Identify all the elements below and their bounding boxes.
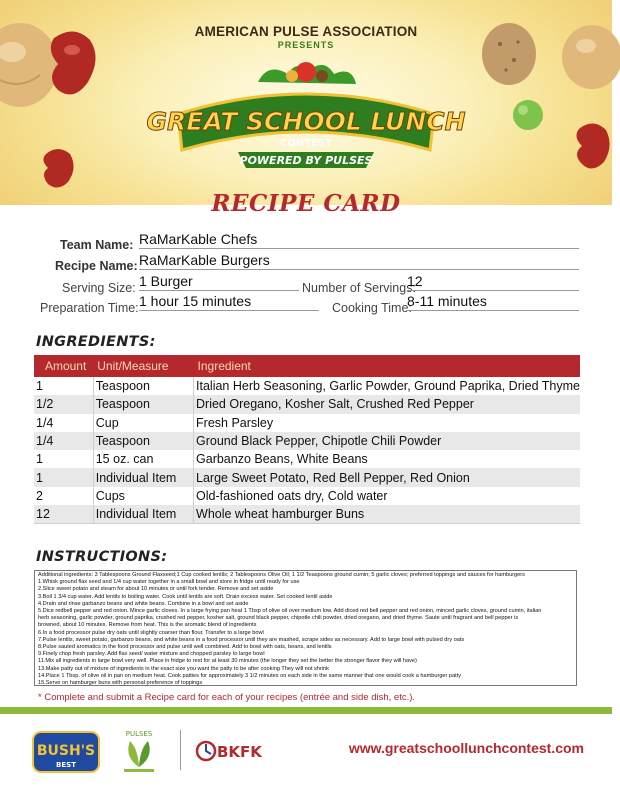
ingredients-heading: INGREDIENTS: <box>36 334 156 350</box>
serving-size-label: Serving Size: <box>62 281 136 295</box>
cook-time-field[interactable]: 8-11 minutes <box>407 293 579 311</box>
table-row <box>34 414 580 432</box>
contest-logo <box>146 52 466 170</box>
instruction-line: 4.Drain and rinse garbanzo beans and white beans. Combine in a bowl and set aside <box>38 600 249 607</box>
kidney-bean-icon <box>40 146 76 190</box>
instruction-line: 5.Dice redbell pepper and red onion. Mince garlic cloves. In a large frying pan heat 1 Tbsp of olive oil over medium low. Add diced red bell pepper and red onion, minced garlic cloves, ground cumin, italian <box>38 608 542 615</box>
ingredient-cell: Italian Herb Seasoning, Garlic Powder, Ground Paprika, Dried Thyme <box>196 379 580 394</box>
ingredient-cell: Large Sweet Potato, Red Bell Pepper, Red Onion <box>194 468 580 486</box>
amount-cell: 1/4 <box>34 414 93 432</box>
instruction-line: 7.Pulse lentils, sweet potato, garbanzo beans, and white beans in a food processor until they are mashed, scrape sides as necessary. Add to large bowl with pulsed dry oats <box>38 636 465 643</box>
table-row <box>34 450 580 468</box>
submission-footnote: * Complete and submit a Recipe card for each of your recipes (entrée and side dish, etc.). <box>38 692 416 703</box>
servings-label: Number of Servings: <box>302 281 416 295</box>
instructions-textbox[interactable] <box>34 570 577 686</box>
ingredient-cell: Fresh Parsley <box>196 415 274 430</box>
instruction-line: 15.Serve on hamburger buns with personal preference of toppings <box>38 680 203 687</box>
unit-cell: Teaspoon <box>93 377 193 395</box>
unit-cell: 15 oz. can <box>93 450 193 468</box>
unit-cell: Individual Item <box>93 505 193 524</box>
footer-divider <box>0 707 612 714</box>
column-header-ingredient: Ingredient <box>194 355 580 377</box>
ingredients-header-row <box>34 355 580 377</box>
instruction-line: browned, about 10 minutes. Remove from heat. This is the aromatic blend of ingredients <box>38 622 257 629</box>
instruction-line: Additional ingredients: 3 Tablespoons Ground Flaxseed;1 Cup cooked lentils; 2 Tablespoons Olive Oil; 1 1/2 Teaspoons ground cumin; 5 garlic cloves; preferred toppings and sauces for hamburgers <box>38 572 525 578</box>
table-row <box>34 377 580 395</box>
presents-label: PRESENTS <box>277 40 335 50</box>
table-row <box>34 505 580 524</box>
instruction-line: herb seasoning, garlic powder, ground paprika, crushed red pepper, kosher salt, ground black pepper, chipotle chili powder, dried oregano, and dried thyme. Saute until fragrant and bell pepper is <box>38 615 519 622</box>
pulses-logo <box>116 727 162 775</box>
instruction-line: 6.In a food processor pulse dry oats until slightly coarser than flour. Transfer to a large bowl <box>38 629 264 636</box>
recipe-card-title: RECIPE CARD <box>211 190 401 217</box>
instructions-heading: INSTRUCTIONS: <box>36 549 168 565</box>
ingredient-cell: Dried Oregano, Kosher Salt, Crushed Red Pepper <box>194 395 580 413</box>
bkfk-logo <box>195 739 270 763</box>
pulses-logo-text: PULSES <box>125 730 153 738</box>
table-row <box>34 432 580 450</box>
ingredient-cell: Garbanzo Beans, White Beans <box>196 452 368 467</box>
instruction-line: 14.Place 1 Tbsp. of olive oil in pan on medium heat. Cook patties for approximately 3 1/2 minutes on each side in the same manner that one would cook a hamburger patty <box>38 672 462 679</box>
bushs-best-text: BEST <box>56 761 76 769</box>
table-row <box>34 395 580 413</box>
instruction-line: 9.Finely chop fresh parsley. Add flax seed/ water mixture and chopped parsley to large bowl <box>38 651 265 658</box>
unit-cell: Individual Item <box>93 468 193 486</box>
table-row <box>34 487 580 505</box>
contest-title: GREAT SCHOOL LUNCH <box>146 107 466 136</box>
team-name-label: Team Name: <box>60 238 134 252</box>
recipe-name-label: Recipe Name: <box>55 259 138 273</box>
bushs-logo <box>32 731 100 773</box>
amount-cell: 1/4 <box>34 432 93 450</box>
ingredient-cell: Old-fashioned oats dry, Cold water <box>196 488 388 503</box>
kidney-bean-icon <box>572 120 612 172</box>
amount-cell: 12 <box>34 505 93 524</box>
contest-subtitle: CONTEST <box>280 138 332 149</box>
column-header-amount: Amount <box>34 355 93 377</box>
prep-time-field[interactable]: 1 hour 15 minutes <box>139 293 319 311</box>
servings-field[interactable]: 12 <box>407 273 579 291</box>
contest-website-link[interactable]: www.greatschoollunchcontest.com <box>348 740 584 756</box>
footer-logo-divider <box>180 730 181 770</box>
unit-cell: Teaspoon <box>93 432 193 450</box>
contest-tagline: POWERED BY PULSES <box>239 154 373 167</box>
serving-size-field[interactable]: 1 Burger <box>139 273 299 291</box>
instruction-line: 3.Boil 1 3/4 cup water. Add lentils to boiling water. Cook until lentils are soft. Drain excess water. Set cooked lentil aside <box>38 593 333 600</box>
amount-cell: 1/2 <box>34 395 93 413</box>
instruction-line: 13.Make patty out of mixture of ingredients in the exact size you want the patty to be after cooking They will not shrink <box>38 665 329 672</box>
amount-cell: 1 <box>34 468 93 486</box>
unit-cell: Cups <box>93 487 193 505</box>
ingredients-table <box>34 355 580 524</box>
association-name: AMERICAN PULSE ASSOCIATION <box>194 24 418 39</box>
cook-time-label: Cooking Time: <box>332 301 412 315</box>
bkfk-logo-text: BKFK <box>217 743 262 761</box>
unit-cell: Cup <box>93 414 193 432</box>
amount-cell: 1 <box>34 450 93 468</box>
instruction-line: 11.Mix all ingredients in large bowl very well. Place in fridge to rest for at least 30 minutes (the longer they set the better the stronger flavor they will have) <box>38 658 417 665</box>
amount-cell: 2 <box>34 487 93 505</box>
instruction-line: 1.Whisk ground flax seed and 1/4 cup water together in a small bowl and store in fridge until ready for use <box>38 579 300 586</box>
ingredient-cell: Whole wheat hamburger Buns <box>194 505 580 524</box>
bushs-logo-text: BUSH'S <box>36 743 96 759</box>
instruction-line: 8.Pulse sauted aromatics in the food processor and pulse until well combined. Add to bowl with oats, beans, and lentils <box>38 644 332 651</box>
pea-icon <box>511 98 545 132</box>
amount-cell: 1 <box>34 377 93 395</box>
unit-cell: Teaspoon <box>93 395 193 413</box>
column-header-unit: Unit/Measure <box>93 355 193 377</box>
ingredient-cell: Ground Black Pepper, Chipotle Chili Powder <box>194 432 580 450</box>
table-row <box>34 468 580 486</box>
instruction-line: 2.Slice sweet potato and steam for about 10 minutes or until fork tender. Remove and set aside <box>38 586 274 593</box>
prep-time-label: Preparation Time: <box>40 301 139 315</box>
recipe-name-field[interactable]: RaMarKable Burgers <box>139 252 579 270</box>
team-name-field[interactable]: RaMarKable Chefs <box>139 231 579 249</box>
